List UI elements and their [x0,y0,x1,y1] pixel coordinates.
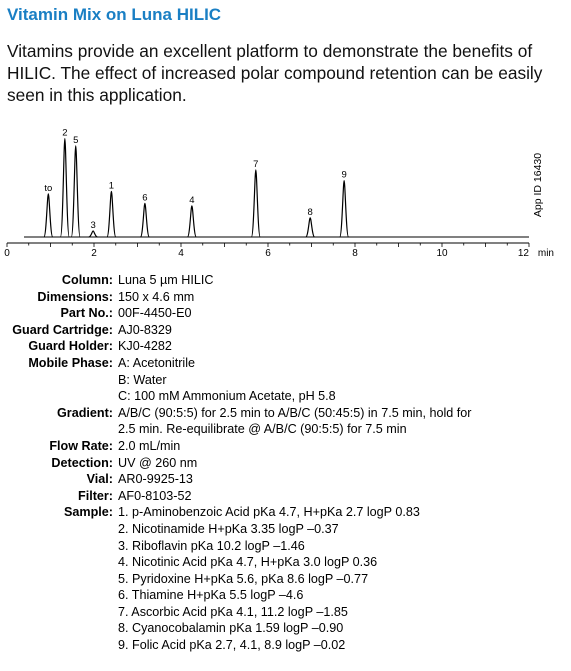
condition-row [0,405,571,422]
peak-label-1: 1 [108,180,115,192]
condition-row [0,421,571,438]
condition-value: Luna 5 µm HILIC [118,273,214,287]
condition-label: Dimensions: [37,289,113,304]
peak-label-8: 8 [307,206,313,218]
condition-value: 2.5 min. Re-equilibrate @ A/B/C (90:5:5) for 7.5 min [118,422,407,437]
condition-value: 2.0 mL/min [118,438,181,453]
x-tick-label-6: 6 [265,248,271,259]
condition-row [0,604,571,621]
peak-label-3: 3 [90,220,96,231]
peak-label-4: 4 [189,194,195,206]
condition-row [0,272,571,289]
condition-row [0,289,571,306]
peak-to [44,194,53,237]
condition-value: 00F-4450-E0 [118,306,192,321]
peak-9 [340,181,349,237]
condition-row [0,637,571,654]
condition-value: C: 100 mM Ammonium Acetate, pH 5.8 [118,389,336,404]
x-tick-label-8: 8 [352,248,358,259]
x-tick-label-4: 4 [178,248,184,259]
conditions-table [0,272,571,654]
peak-label-2: 2 [62,127,68,139]
condition-value: 7. Ascorbic Acid pKa 4.1, 11.2 logP –1.85 [118,604,348,619]
x-tick-label-2: 2 [91,248,97,259]
condition-label: Filter: [78,488,113,503]
condition-label: Flow Rate: [49,438,113,453]
condition-value: 1. p-Aminobenzoic Acid pKa 4.7, H+pKa 2.7 logP 0.83 [118,505,420,520]
condition-label: Guard Cartridge: [12,322,113,337]
condition-value: 9. Folic Acid pKa 2.7, 4.1, 8.9 logP –0.02 [118,638,346,653]
condition-value: KJ0-4282 [118,339,172,354]
condition-label: Sample: [64,505,113,520]
condition-value: A/B/C (90:5:5) for 2.5 min to A/B/C (50:45:5) in 7.5 min, hold for [118,405,472,420]
condition-row [0,355,571,372]
peak-label-5: 5 [73,134,79,146]
condition-label: Gradient: [57,405,113,420]
condition-value: 5. Pyridoxine H+pKa 5.6, pKa 8.6 logP –0.77 [118,571,369,586]
app-id-label: App ID 16430 [532,152,544,218]
condition-row [0,305,571,322]
condition-value: AJ0-8329 [118,322,172,337]
condition-value: 150 x 4.6 mm [118,289,195,304]
condition-row [0,620,571,637]
condition-value: 6. Thiamine H+pKa 5.5 logP –4.6 [118,588,304,603]
condition-row [0,521,571,538]
intro-paragraph: Vitamins provide an excellent platform to demonstrate the benefits of HILIC. The effect of increased polar compound retention can be easily seen in this application. [7,41,543,105]
condition-row [0,322,571,339]
peak-labels [44,128,346,231]
condition-row [0,372,571,389]
condition-row [0,455,571,472]
peak-7 [251,170,260,237]
condition-label: Part No.: [60,306,113,321]
peak-3 [89,231,98,237]
condition-row [0,438,571,455]
condition-row [0,554,571,571]
condition-value: A: Acetonitrile [118,355,196,370]
peak-8 [306,218,315,237]
condition-label: Detection: [51,455,113,470]
condition-row [0,538,571,555]
condition-value: B: Water [118,372,167,387]
condition-value: 2. Nicotinamide H+pKa 3.35 logP –0.37 [118,521,339,536]
peak-label-7: 7 [253,158,259,170]
condition-value: AF0-8103-52 [118,488,192,503]
condition-value: 3. Riboflavin pKa 10.2 logP –1.46 [118,538,305,553]
peak-5 [71,146,80,237]
x-tick-label-12: 12 [517,248,529,259]
peak-6 [140,203,149,237]
condition-row [0,571,571,588]
condition-label: Guard Holder: [28,339,113,354]
peak-label-9: 9 [341,169,347,181]
peak-4 [187,206,196,237]
condition-row [0,587,571,604]
x-axis-unit: min [537,248,554,259]
condition-value: AR0-9925-13 [118,472,193,487]
peak-label-to: to [44,182,53,194]
condition-row [0,388,571,405]
condition-row [0,338,571,355]
chromatogram-trace-layer [24,139,529,237]
condition-label: Mobile Phase: [28,355,113,370]
condition-value: UV @ 260 nm [118,455,198,470]
chromatogram-chart [0,125,571,265]
condition-value: 4. Nicotinic Acid pKa 4.7, H+pKa 3.0 logP 0.36 [118,555,378,570]
condition-label: Column: [61,273,113,287]
x-axis [4,243,554,259]
x-tick-label-0: 0 [4,248,10,259]
condition-row [0,471,571,488]
condition-label: Vial: [86,472,113,487]
condition-row [0,488,571,505]
x-tick-label-10: 10 [436,248,448,259]
peak-2 [60,139,69,237]
page-title: Vitamin Mix on Luna HILIC [7,5,222,24]
peak-label-6: 6 [142,192,148,204]
condition-row [0,504,571,521]
peak-1 [107,191,116,237]
condition-value: 8. Cyanocobalamin pKa 1.59 logP –0.90 [118,621,344,636]
